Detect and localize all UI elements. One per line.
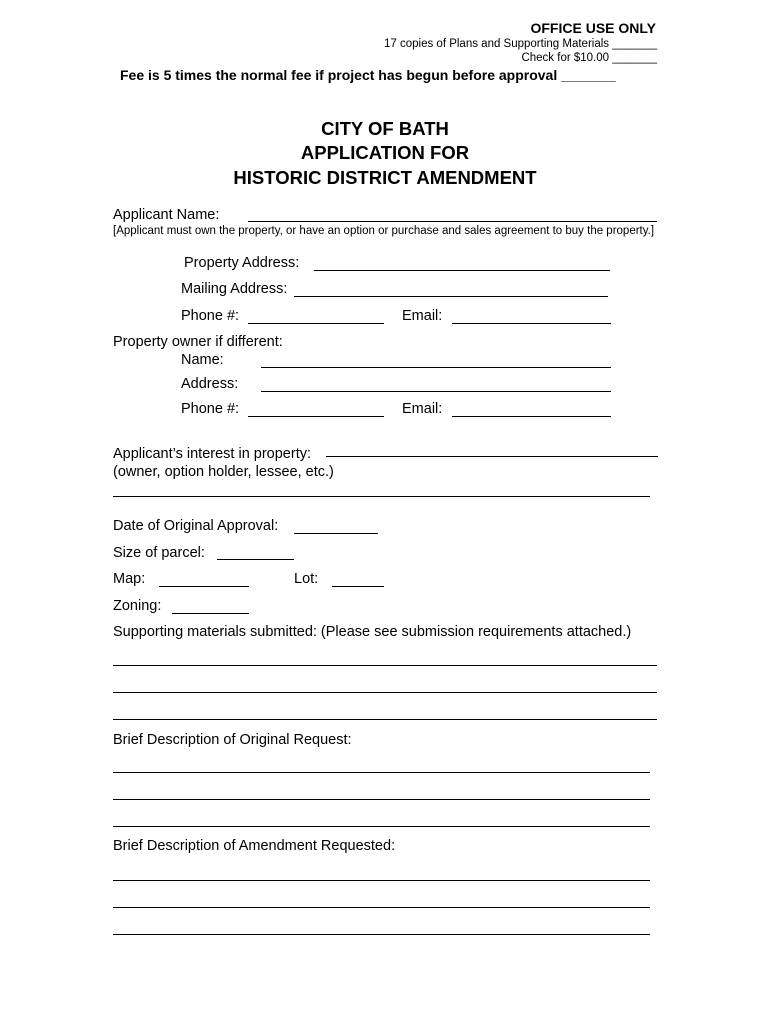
applicant-name-field[interactable] [248, 221, 657, 222]
parcel-size-field[interactable] [217, 559, 294, 560]
lot-field[interactable] [332, 586, 384, 587]
title-city: CITY OF BATH [321, 118, 449, 139]
supporting-materials-line-1[interactable] [113, 665, 657, 666]
supporting-materials-label: Supporting materials submitted: (Please see submission requirements attached.) [113, 624, 632, 640]
property-address-field[interactable] [314, 270, 610, 271]
applicant-email-label: Email: [402, 308, 443, 324]
applicant-phone-label: Phone #: [181, 308, 240, 324]
applicant-name-label: Applicant Name: [113, 207, 220, 223]
original-request-line-2[interactable] [113, 799, 650, 800]
owner-address-label: Address: [181, 376, 239, 392]
office-copies-line: 17 copies of Plans and Supporting Materials _______ [384, 38, 657, 50]
interest-label: Applicant’s interest in property: [113, 446, 312, 462]
map-field[interactable] [159, 586, 249, 587]
amendment-line-1[interactable] [113, 880, 650, 881]
amendment-label: Brief Description of Amendment Requested: [113, 838, 396, 854]
original-approval-date-label: Date of Original Approval: [113, 518, 279, 534]
owner-name-label: Name: [181, 352, 224, 368]
original-request-line-3[interactable] [113, 826, 650, 827]
supporting-materials-line-2[interactable] [113, 692, 657, 693]
mailing-address-field[interactable] [294, 296, 608, 297]
zoning-label: Zoning: [113, 598, 162, 614]
title-application: APPLICATION FOR [300, 142, 470, 163]
zoning-field[interactable] [172, 613, 249, 614]
parcel-size-label: Size of parcel: [113, 545, 205, 561]
property-address-label: Property Address: [184, 255, 300, 271]
mailing-address-label: Mailing Address: [181, 281, 288, 297]
supporting-materials-line-3[interactable] [113, 719, 657, 720]
owner-name-field[interactable] [261, 367, 611, 368]
office-use-title: OFFICE USE ONLY [530, 20, 656, 36]
owner-email-label: Email: [402, 401, 443, 417]
owner-phone-field[interactable] [248, 416, 384, 417]
map-label: Map: [113, 571, 146, 587]
interest-hint: (owner, option holder, lessee, etc.) [113, 464, 334, 480]
owner-email-field[interactable] [452, 416, 611, 417]
interest-field[interactable] [326, 456, 658, 457]
owner-address-field[interactable] [261, 391, 611, 392]
amendment-line-3[interactable] [113, 934, 650, 935]
applicant-note: [Applicant must own the property, or have an option or purchase and sales agreement to buy the property.] [113, 225, 655, 237]
applicant-email-field[interactable] [452, 323, 611, 324]
lot-label: Lot: [294, 571, 319, 587]
owner-heading: Property owner if different: [113, 334, 283, 350]
interest-field-line-2[interactable] [113, 496, 650, 497]
original-approval-date-field[interactable] [294, 533, 378, 534]
fee-notice: Fee is 5 times the normal fee if project has begun before approval _______ [120, 67, 616, 83]
owner-phone-label: Phone #: [181, 401, 240, 417]
original-request-line-1[interactable] [113, 772, 650, 773]
amendment-line-2[interactable] [113, 907, 650, 908]
office-check-line: Check for $10.00 _______ [521, 52, 657, 64]
applicant-phone-field[interactable] [248, 323, 384, 324]
title-amendment: HISTORIC DISTRICT AMENDMENT [233, 167, 537, 188]
original-request-label: Brief Description of Original Request: [113, 732, 352, 748]
